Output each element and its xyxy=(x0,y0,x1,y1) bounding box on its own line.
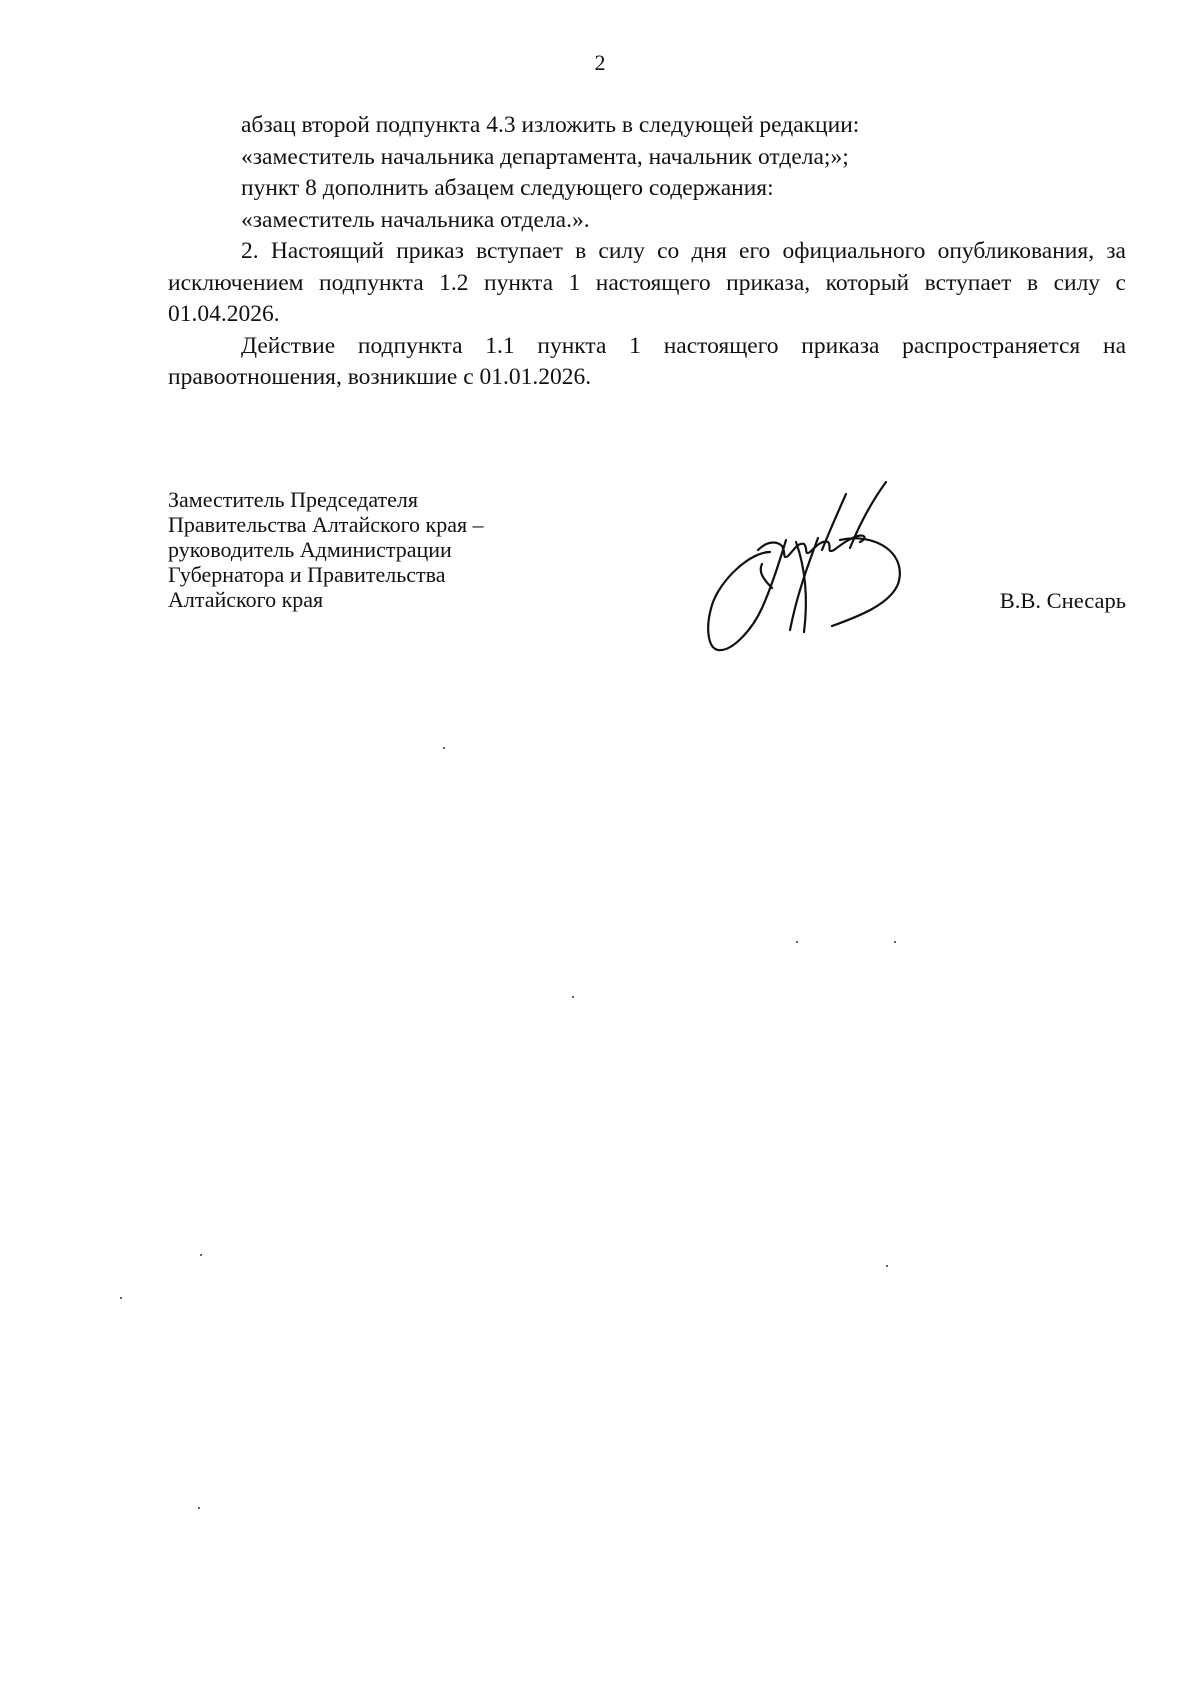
body-paragraph: 2. Настоящий приказ вступает в силу со дня его официального опубликования, за исключением подпункта 1.2 пункта 1 настоящего приказа, который вступает в силу с 01.04.2026. xyxy=(168,238,1126,327)
signer-title-line: Заместитель Председателя xyxy=(168,487,418,512)
signer-title-block xyxy=(168,487,484,612)
handwritten-signature xyxy=(700,480,930,655)
scan-speck xyxy=(886,1265,888,1267)
page-number: 2 xyxy=(594,50,606,75)
signer-name: В.В. Снесарь xyxy=(999,588,1126,613)
signer-title-line: руководитель Администрации xyxy=(168,537,452,562)
scan-speck xyxy=(120,1297,122,1299)
body-line: абзац второй подпункта 4.3 изложить в следующей редакции: xyxy=(241,112,860,138)
signer-title-line: Алтайского края xyxy=(168,587,324,612)
scan-speck xyxy=(796,941,798,943)
scan-speck xyxy=(894,941,896,943)
scan-speck xyxy=(200,1254,202,1256)
body-line: «заместитель начальника департамента, начальник отдела;»; xyxy=(241,143,849,170)
scan-speck xyxy=(198,1507,200,1509)
body-line: пункт 8 дополнить абзацем следующего содержания: xyxy=(241,175,774,201)
body-line: «заместитель начальника отдела.». xyxy=(241,206,590,233)
signer-title-line: Правительства Алтайского края – xyxy=(168,512,484,537)
document-body xyxy=(168,110,1126,394)
body-paragraph: Действие подпункта 1.1 пункта 1 настоящего приказа распространяется на правоотношения, возникшие с 01.01.2026. xyxy=(168,332,1126,390)
signer-title-line: Губернатора и Правительства xyxy=(168,562,446,587)
scan-speck xyxy=(572,996,574,998)
scan-speck xyxy=(443,747,445,749)
